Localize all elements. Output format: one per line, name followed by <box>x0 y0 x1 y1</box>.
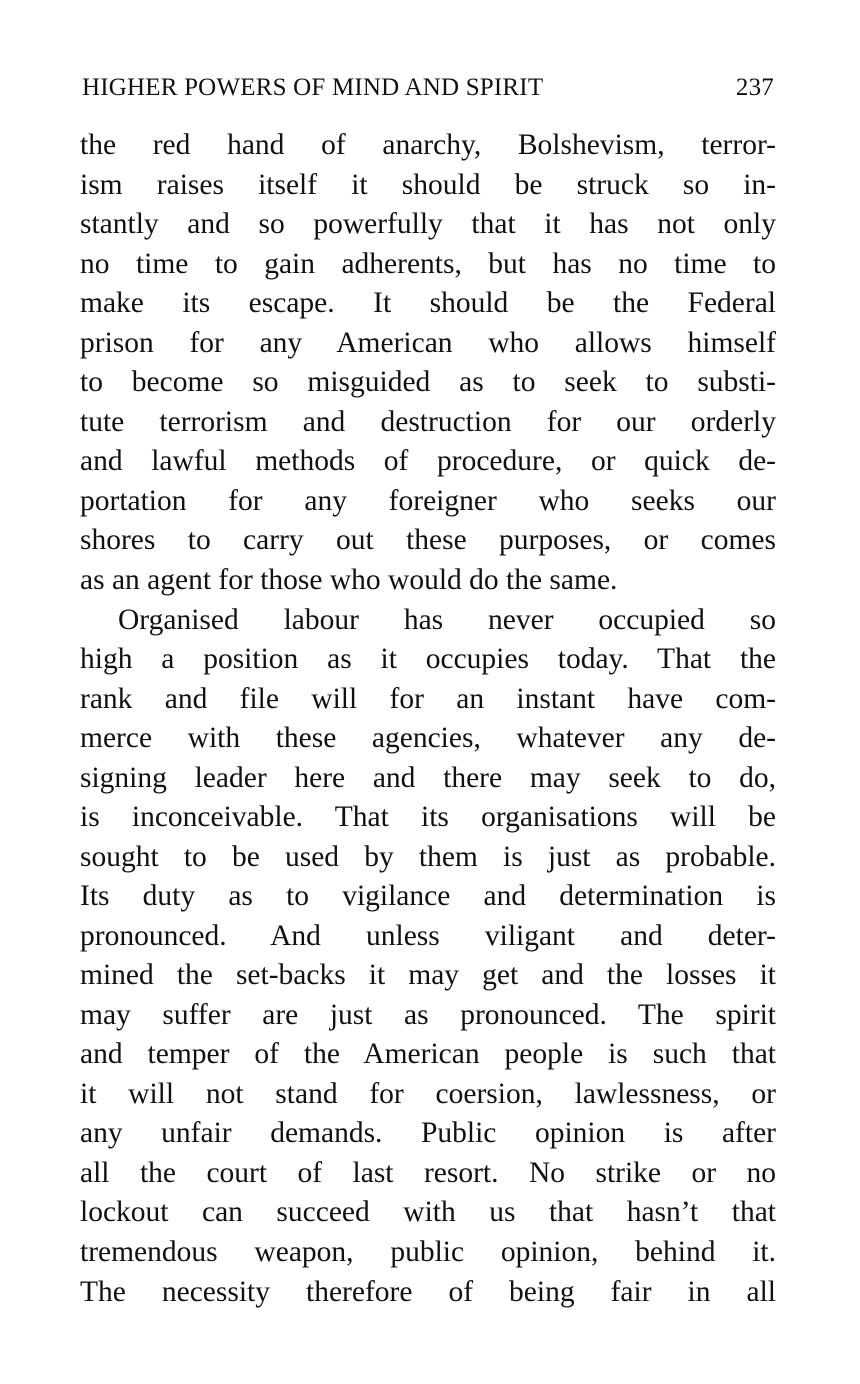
text-line: mined the set-backs it may get and the losses it <box>80 959 776 991</box>
text-line: signing leader here and there may seek to do, <box>80 762 776 794</box>
text-line: no time to gain adherents, but has no time to <box>80 248 776 280</box>
text-line: tremendous weapon, public opinion, behind it. <box>80 1236 776 1268</box>
text-line: prison for any American who allows himself <box>80 327 776 359</box>
text-line: high a position as it occupies today. That the <box>80 643 776 675</box>
running-header <box>82 74 774 108</box>
text-line: merce with these agencies, whatever any de- <box>80 722 776 754</box>
text-line: to become so misguided as to seek to substi- <box>80 366 776 398</box>
text-line: portation for any foreigner who seeks our <box>80 485 776 517</box>
text-line: is inconceivable. That its organisations will be <box>80 801 776 833</box>
text-line: and temper of the American people is such that <box>80 1038 776 1070</box>
text-line: The necessity therefore of being fair in all <box>80 1276 776 1308</box>
text-line: any unfair demands. Public opinion is after <box>80 1117 776 1149</box>
text-line: as an agent for those who would do the same. <box>80 564 618 596</box>
text-line: ism raises itself it should be struck so in- <box>80 169 776 201</box>
text-line: sought to be used by them is just as probable. <box>80 841 776 873</box>
paragraph-start-line: Organised labour has never occupied so <box>118 604 776 636</box>
text-line: and lawful methods of procedure, or quick de- <box>80 445 776 477</box>
text-line: stantly and so powerfully that it has not only <box>80 208 776 240</box>
text-line: make its escape. It should be the Federal <box>80 287 776 319</box>
text-line: tute terrorism and destruction for our orderly <box>80 406 776 438</box>
running-title: HIGHER POWERS OF MIND AND SPIRIT <box>82 74 544 101</box>
page-number: 237 <box>735 74 774 101</box>
text-line: rank and file will for an instant have com- <box>80 683 776 715</box>
text-line: lockout can succeed with us that hasn’t that <box>80 1196 776 1228</box>
text-line: all the court of last resort. No strike or no <box>80 1157 776 1189</box>
text-line: Its duty as to vigilance and determination is <box>80 880 776 912</box>
text-line: it will not stand for coersion, lawlessness, or <box>80 1078 776 1110</box>
text-line: the red hand of anarchy, Bolshevism, terror- <box>80 129 776 161</box>
text-line: shores to carry out these purposes, or comes <box>80 524 776 556</box>
text-line: may suffer are just as pronounced. The spirit <box>80 999 776 1031</box>
text-line: pronounced. And unless viligant and deter- <box>80 920 776 952</box>
